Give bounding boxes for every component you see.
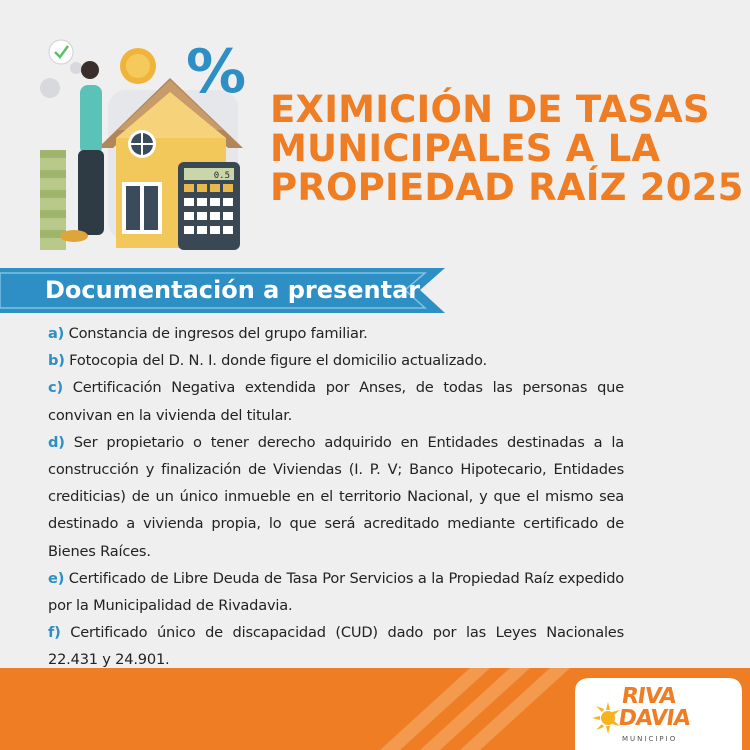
list-item [48,374,624,428]
item-letter: a) [48,325,65,342]
item-letter: e) [48,569,65,587]
item-letter: f) [48,624,61,642]
calculator-display: 0.5 [213,171,230,181]
list-item [48,320,624,347]
list-item [48,429,624,565]
logo-subtitle: MUNICIPIO [622,735,678,743]
item-letter: b) [48,352,65,370]
item-text: Ser propietario o tener derecho adquirido en Entidades destinadas a la construcción y finalización de Viviendas (I. P. V; Banco Hipotecario, Entidades crediticias) de un único inmueble en el territorio Nacional, y que el mismo sea destinado a vivienda propia, lo que será acreditado mediante certificado de Bienes Raíces. [48,433,624,560]
item-letter: d) [48,433,65,451]
title-line-3: PROPIEDAD RAÍZ 2025 [270,166,744,209]
item-text: Certificado de Libre Deuda de Tasa Por Servicios a la Propiedad Raíz expedido por la Municipalidad de Rivadavia. [48,569,624,615]
logo-line-1: RIVA [619,684,678,709]
item-text: Certificado único de discapacidad (CUD) dado por las Leyes Nacionales 22.431 y 24.901. [48,624,624,669]
logo-line-2: DAVIA [616,706,692,731]
item-letter: c) [48,379,63,397]
item-text: Fotocopia del D. N. I. donde figure el domicilio actualizado. [69,352,487,370]
item-text: Certificación Negativa extendida por Anses, de todas las personas que convivan en la vivienda del titular. [48,379,624,424]
house-tax-illustration [38,30,250,252]
title-line-1: EXIMICIÓN DE TASAS [270,88,710,131]
sun-icon [592,702,620,734]
title-line-2: MUNICIPALES A LA [270,127,661,170]
item-text: Constancia de ingresos del grupo familiar. [68,325,368,342]
percent-icon: % [186,37,247,107]
list-item [48,347,624,374]
list-item [48,565,624,619]
logo-wordmark [617,686,694,730]
section-heading: Documentación a presentar [45,276,421,304]
page-title [270,88,744,209]
list-item [48,619,624,673]
document-list [48,320,624,674]
